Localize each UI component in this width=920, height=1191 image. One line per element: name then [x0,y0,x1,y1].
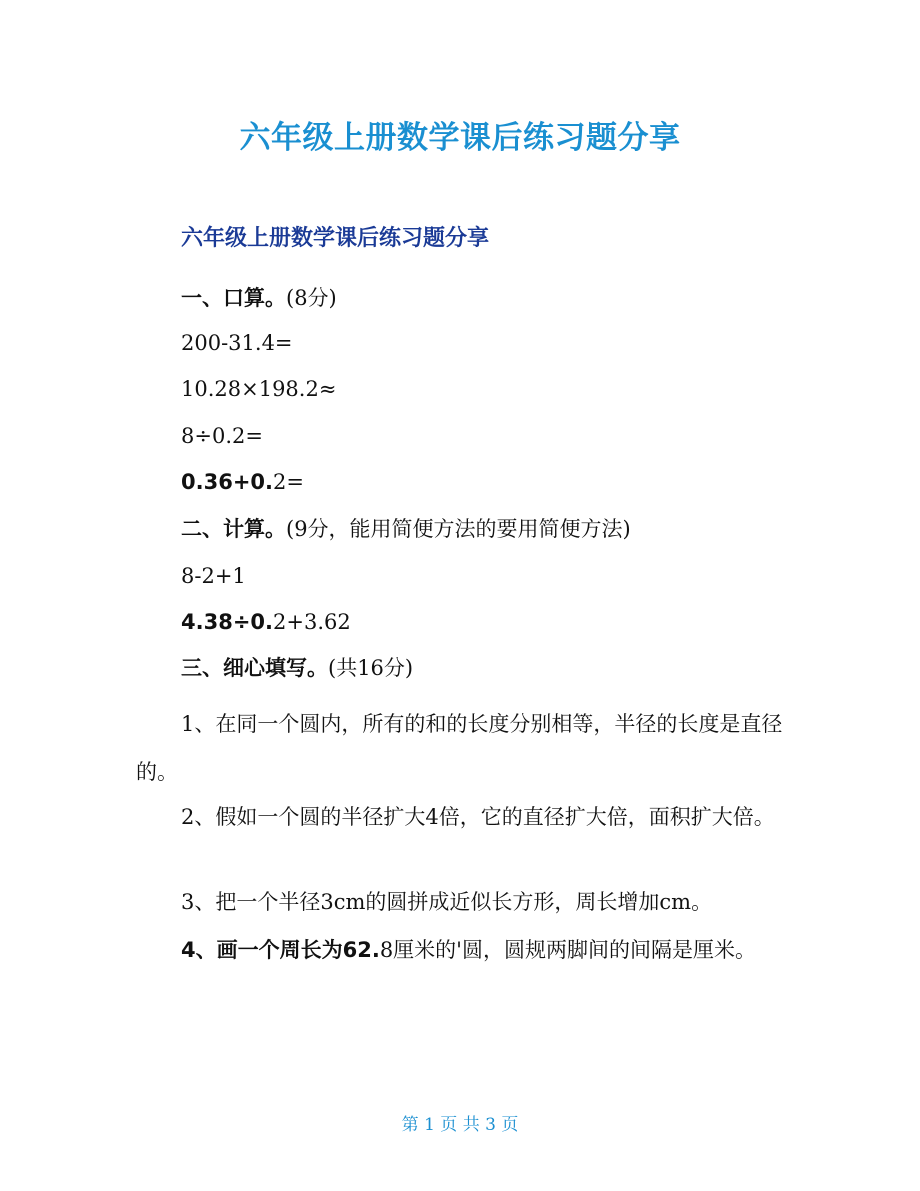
oral-item-4-rest: 2= [273,470,304,494]
question-4-rest: 8厘米的'圆，圆规两脚间的间隔是厘米。 [379,938,756,962]
question-3: 3、把一个半径3cm的圆拼成近似长方形，周长增加cm。 [181,890,713,914]
calc-item-1: 8-2+1 [181,564,246,588]
section-2-label: 二、计算。 [181,517,286,541]
section-3-heading [181,652,413,684]
oral-item-4 [181,466,304,498]
oral-item-3: 8÷0.2= [181,424,263,448]
question-4-bold: 4、画一个周长为62. [181,938,380,962]
calc-item-2-rest: 2+3.62 [273,610,351,634]
oral-item-4-bold: 0.36+0. [181,470,273,494]
section-2-heading [181,513,631,545]
section-1-note: (8分) [286,286,337,310]
question-1: 1、在同一个圆内，所有的和的长度分别相等，半径的长度是直径的。 [136,712,783,784]
section-2-note: (9分，能用简便方法的要用简便方法) [286,517,631,541]
page-footer: 第 1 页 共 3 页 [401,1115,519,1135]
calc-item-2-bold: 4.38÷0. [181,610,273,634]
section-1-label: 一、口算。 [181,286,286,310]
page-title: 六年级上册数学课后练习题分享 [239,120,681,156]
section-3-note: (共16分) [328,656,414,680]
question-2: 2、假如一个圆的半径扩大4倍，它的直径扩大倍，面积扩大倍。 [181,805,775,829]
question-4 [136,926,786,974]
calc-item-2 [181,606,351,638]
document-subtitle: 六年级上册数学课后练习题分享 [181,226,490,251]
section-3-label: 三、细心填写。 [181,656,328,680]
oral-item-2: 10.28×198.2≈ [181,377,337,401]
oral-item-1: 200-31.4= [181,331,293,355]
section-1-heading [181,282,337,314]
